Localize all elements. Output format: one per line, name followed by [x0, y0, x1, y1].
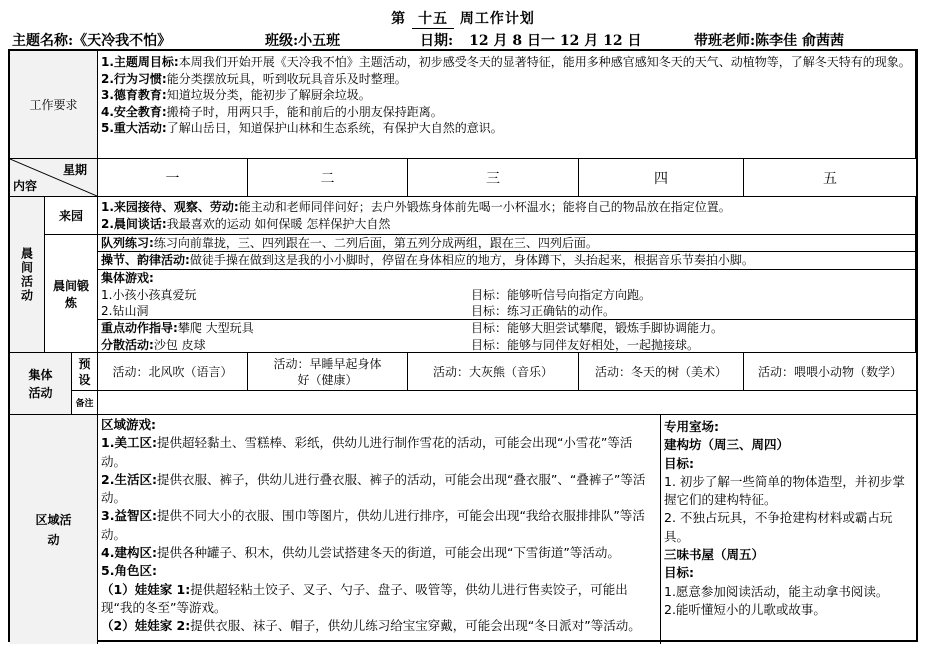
requirements-label	[10, 51, 98, 159]
area-label	[10, 415, 98, 644]
requirement-key: 5.重大活动:	[101, 121, 167, 135]
requirement-item	[101, 54, 912, 71]
theme-name: 《天冷我不怕》	[73, 33, 172, 49]
special-room-name: 三味书屋（周五）	[664, 547, 765, 563]
area-item	[101, 562, 657, 580]
area-item-key: 5.角色区:	[101, 563, 157, 579]
collective-activity: 活动：喂喂小动物（数学）	[757, 365, 902, 379]
arrival-item	[101, 199, 912, 216]
game-row	[101, 303, 912, 320]
collective-wed	[408, 353, 579, 391]
special-room-name: 建构坊（周三、周四）	[664, 437, 790, 453]
collective-activity: 活动：大灰熊（音乐）	[432, 365, 553, 379]
area-item	[101, 581, 657, 618]
requirement-value: 本周我们开始开展《天冷我不怕》主题活动，初步感受冬天的显著特征，能用多种感官感知冬天的天气、动植物等，了解冬天特有的现象。	[178, 55, 911, 69]
exercise-label-text: 晨间锻炼	[52, 278, 89, 310]
requirement-key: 1.主题周目标:	[101, 55, 179, 69]
drill-value: 练习向前靠拢，三、四列跟在一、二列后面，第五列分成两组，跟在三、四列后面。	[153, 236, 598, 250]
game-row	[101, 287, 912, 304]
area-item-key: 1.美工区:	[101, 435, 157, 451]
day-label: 三	[486, 170, 500, 187]
requirement-key: 2.行为习惯:	[101, 71, 167, 86]
requirement-value: 知道垃圾分类，能初步了解厨余垃圾。	[166, 88, 371, 102]
day-header-mon	[98, 159, 248, 197]
key-action-row	[101, 320, 912, 337]
requirement-item	[101, 71, 912, 88]
game-goal: 目标：能够听信号向指定方向跑。	[471, 287, 652, 302]
game-name: 1.小孩小孩真爱玩	[101, 287, 197, 302]
date-range: 12 月 8 日一 12 月 12 日	[469, 33, 642, 49]
collective-note-cell	[98, 391, 916, 415]
area-item-key: 4.建构区:	[101, 545, 157, 561]
group-activity-row	[101, 337, 912, 354]
special-goal: 1.愿意参加阅读活动，能主动拿书阅读。	[664, 583, 889, 599]
arrival-item	[101, 216, 912, 233]
special-goal: 2.能听懂短小的儿歌或故事。	[664, 601, 826, 617]
corner-weekday-label: 星期	[62, 163, 87, 177]
special-rooms	[661, 415, 916, 644]
games-block	[98, 270, 916, 320]
teacher-line	[694, 30, 844, 50]
teacher-label: 带班老师:	[694, 33, 756, 49]
requirement-item	[101, 87, 912, 104]
special-goal: 1. 初步了解一些简单的物体造型，并初步掌握它们的建构特征。	[664, 473, 905, 508]
area-games-title: 区域游戏:	[101, 417, 156, 432]
day-header-thu	[579, 159, 744, 197]
exercise-label	[45, 235, 98, 353]
teacher-names: 陈李佳 俞茜茜	[755, 33, 845, 49]
requirements-label-text: 工作要求	[29, 98, 78, 112]
arrival-value: 我最喜欢的运动 如何保暖 怎样保护大自然	[166, 216, 391, 231]
area-item-value: 提供衣服、裤子，供幼儿进行叠衣服、裤子的活动，可能会出现“叠衣服”、“叠裤子”等活动。	[101, 471, 646, 506]
arrival-label	[45, 197, 98, 235]
area-item-key: （2）娃娃家 2:	[101, 618, 191, 634]
requirement-value: 能分类摆放玩具，听到收玩具音乐及时整理。	[166, 71, 407, 86]
preset-label	[72, 353, 98, 391]
area-item	[101, 434, 657, 471]
drill-key: 队列练习:	[101, 236, 154, 250]
area-item-value: 提供各种罐子、积木，供幼儿尝试搭建冬天的街道，可能会出现“下雪街道”等活动。	[156, 545, 620, 561]
collective-thu	[579, 353, 744, 391]
requirement-value: 了解山岳日，知道保护山林和生态系统，有保护大自然的意识。	[166, 121, 503, 135]
week-suffix: 周工作计划	[459, 11, 535, 27]
collective-activity: 活动：北风吹（语言）	[112, 365, 233, 379]
page-title	[0, 8, 926, 29]
key-action-goal: 目标：能够大胆尝试攀爬，锻炼手脚协调能力。	[471, 321, 724, 335]
date-line	[420, 30, 641, 50]
collective-label	[10, 353, 72, 415]
class-line	[265, 30, 340, 50]
area-item	[101, 617, 657, 635]
note-label-text: 备注	[75, 399, 94, 409]
group-activity-key: 分散活动:	[101, 337, 154, 352]
day-header-fri	[744, 159, 916, 197]
requirement-item	[101, 104, 912, 121]
class-label: 班级:	[265, 33, 299, 49]
area-item-key: （1）娃娃家 1:	[101, 581, 191, 597]
day-header-tue	[248, 159, 408, 197]
area-item-value: 提供衣服、袜子、帽子，供幼儿练习给宝宝穿戴，可能会出现“冬日派对”等活动。	[190, 618, 641, 634]
collective-activity: 活动：早睡早起身体好（健康）	[273, 356, 382, 387]
note-label	[72, 391, 98, 415]
theme-label: 主题名称:	[12, 33, 74, 49]
games-title: 集体游戏:	[101, 271, 154, 285]
rhythm-row	[98, 252, 916, 270]
arrival-value: 能主动和老师同伴问好；去户外锻炼身体前先喝一小杯温水；能将自己的物品放在指定位置。	[238, 200, 731, 214]
collective-tue	[248, 353, 408, 391]
game-goal: 目标：练习正确钻的动作。	[471, 304, 616, 318]
collective-fri	[744, 353, 916, 391]
arrival-label-text: 来园	[58, 209, 83, 223]
week-number: 十五	[412, 8, 454, 29]
group-activity-value: 沙包 皮球	[153, 337, 206, 352]
area-item-key: 3.益智区:	[101, 508, 157, 524]
game-name: 2.钻山洞	[101, 304, 149, 318]
requirement-item	[101, 120, 912, 137]
area-item-value: 提供不同大小的衣服、围巾等图片，供幼儿进行排序，可能会出现“我给衣服排排队”等活动。	[101, 508, 645, 542]
area-item	[101, 544, 657, 562]
key-action-value: 攀爬 大型玩具	[177, 321, 254, 335]
requirement-key: 3.德育教育:	[101, 88, 167, 102]
special-rooms-title: 专用室场:	[664, 419, 719, 434]
area-item	[101, 471, 657, 508]
collective-activity: 活动：冬天的树（美术）	[594, 365, 727, 379]
area-item-value: 提供超轻黏土、雪糕棒、彩纸，供幼儿进行制作雪花的活动，可能会出现“小雪花”等活动。	[101, 435, 633, 469]
day-label: 五	[823, 170, 837, 187]
collective-mon	[98, 353, 248, 391]
key-action-block	[98, 320, 916, 353]
weekday-corner-cell	[10, 159, 98, 197]
key-action-key: 重点动作指导:	[101, 321, 178, 335]
area-item-key: 2.生活区:	[101, 471, 157, 487]
collective-label-text: 集体活动	[28, 367, 53, 400]
special-goal-label: 目标:	[664, 455, 694, 471]
requirements-content	[98, 51, 916, 159]
plan-table	[8, 49, 918, 642]
arrival-content	[98, 197, 916, 235]
preset-label-text: 预设	[78, 356, 91, 387]
morning-label-text: 晨间活动	[19, 246, 34, 303]
day-label: 四	[654, 170, 668, 187]
theme-line	[12, 30, 171, 50]
corner-content-label: 内容	[13, 179, 38, 193]
group-activity-goal: 目标：能够与同伴友好相处，一起抛接球。	[471, 337, 700, 352]
morning-label	[10, 197, 45, 353]
special-goal-label: 目标:	[664, 565, 694, 581]
area-item-value: 提供超轻粘土饺子、叉子、勺子、盘子、吸管等，供幼儿进行售卖饺子，可能出现“我的冬至”等游戏。	[101, 581, 628, 615]
area-item	[101, 507, 657, 544]
rhythm-key: 操节、韵律活动:	[101, 253, 190, 267]
area-label-text: 区域活动	[35, 512, 72, 547]
area-games	[98, 415, 661, 644]
day-label: 一	[165, 170, 180, 187]
special-goal: 2. 不独占玩具，不争抢建构材料或霸占玩具。	[664, 510, 893, 544]
rhythm-value: 做徒手操在做到这是我的小小脚时，停留在身体相应的地方，身体蹲下，头抬起来，根据音乐节奏拍小脚。	[189, 253, 754, 267]
requirement-key: 4.安全教育:	[101, 104, 167, 119]
drill-row	[98, 235, 916, 252]
arrival-key: 2.晨间谈话:	[101, 216, 167, 231]
day-header-wed	[408, 159, 579, 197]
arrival-key: 1.来园接待、观察、劳动:	[101, 200, 239, 214]
day-label: 二	[320, 170, 335, 187]
requirement-value: 搬椅子时，用两只手，能和前后的小朋友保持距离。	[166, 104, 443, 119]
class-name: 小五班	[298, 33, 341, 49]
date-label: 日期:	[420, 33, 454, 49]
week-prefix: 第	[391, 11, 407, 27]
